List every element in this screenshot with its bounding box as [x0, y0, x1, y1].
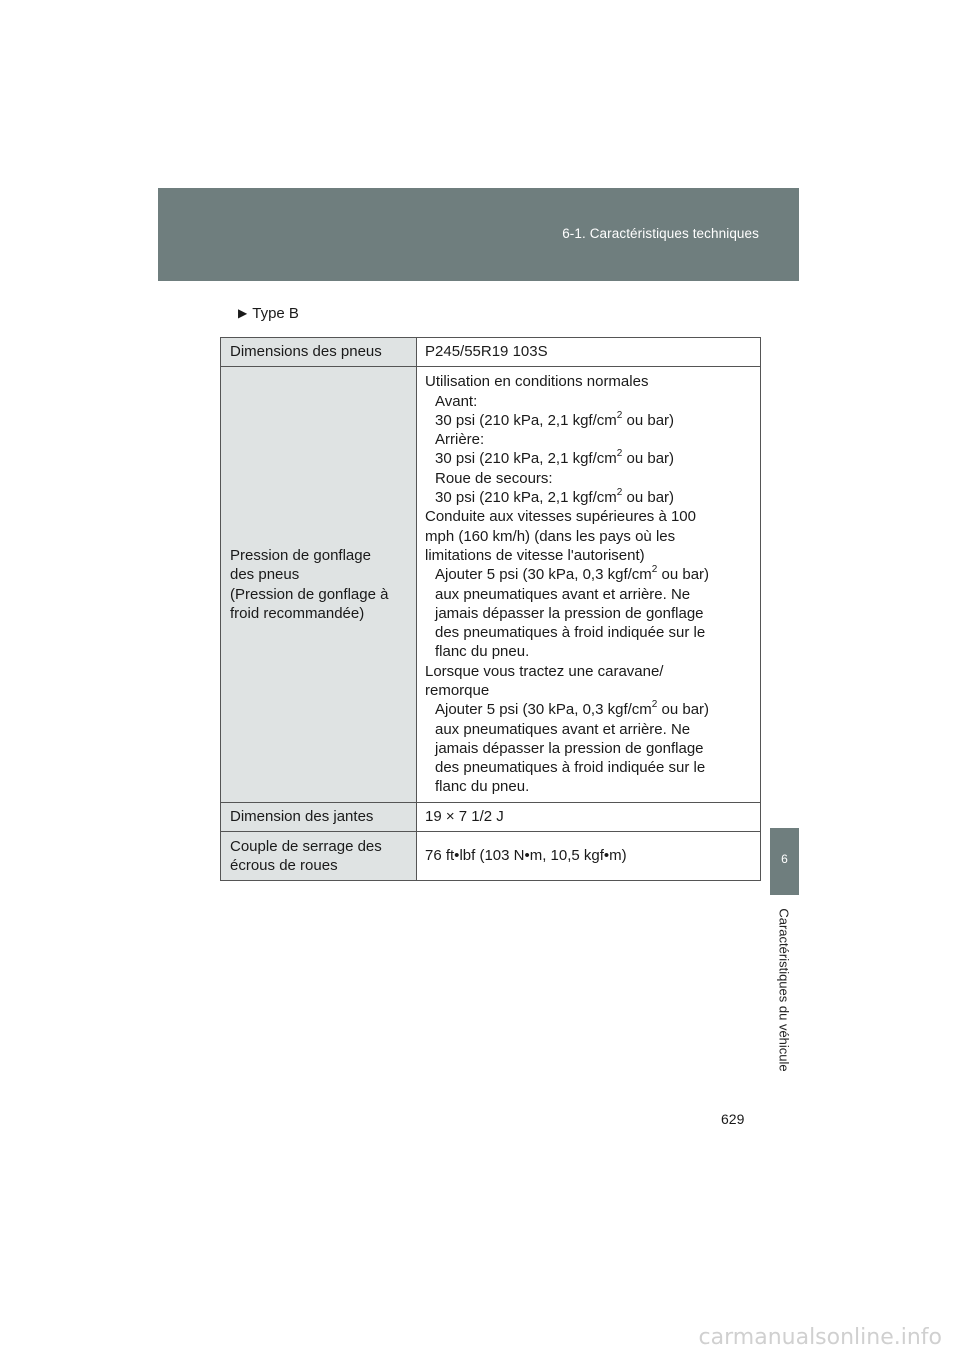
- lug-nut-label: [221, 832, 417, 881]
- section-title: [238, 305, 299, 322]
- high-speed-note-line: flanc du pneu.: [435, 643, 530, 661]
- inflation-label-line: (Pression de gonflage à: [230, 585, 389, 603]
- wheel-size-label: Dimension des jantes: [221, 803, 417, 832]
- high-speed-note-line: jamais dépasser la pression de gonflage: [435, 604, 704, 622]
- towing-note-line: jamais dépasser la pression de gonflage: [435, 739, 704, 757]
- high-speed-title-line: Conduite aux vitesses supérieures à 100: [425, 508, 696, 526]
- table-row: [221, 338, 761, 367]
- inflation-value: [417, 367, 761, 803]
- triangle-right-icon: ▶: [238, 306, 248, 320]
- chapter-number: 6: [781, 852, 788, 866]
- inflation-label: [221, 367, 417, 803]
- section-title-text: Type B: [252, 305, 299, 322]
- chapter-tab: [770, 828, 799, 895]
- page-number: 629: [721, 1111, 745, 1127]
- spare-value: 30 psi (210 kPa, 2,1 kgf/$cm^2$ ou bar): [435, 487, 675, 507]
- tire-size-label: Dimensions des pneus: [221, 338, 417, 367]
- high-speed-note-line: aux pneumatiques avant et arrière. Ne: [435, 585, 691, 603]
- wheel-size-value: 19 × 7 1/2 J: [417, 803, 761, 832]
- high-speed-title-line: limitations de vitesse l'autorisent): [425, 546, 645, 564]
- high-speed-note-line: des pneumatiques à froid indiquée sur le: [435, 624, 706, 642]
- inflation-label-line: Pression de gonflage: [230, 546, 371, 564]
- front-label: Avant:: [435, 392, 478, 410]
- table-row: [221, 367, 761, 803]
- towing-title-line: remorque: [425, 681, 490, 699]
- chapter-header: [158, 188, 799, 281]
- tire-size-value: P245/55R19 103S: [417, 338, 761, 367]
- towing-add-value: Ajouter 5 psi (30 kPa, 0,3 kgf/$cm^2$ ou bar): [435, 699, 710, 719]
- towing-note-line: flanc du pneu.: [435, 778, 530, 796]
- high-speed-add-value: Ajouter 5 psi (30 kPa, 0,3 kgf/$cm^2$ ou bar): [435, 564, 710, 584]
- tire-spec-table: [220, 337, 761, 881]
- section-heading: 6-1. Caractéristiques techniques: [562, 226, 759, 241]
- lug-nut-label-line: Couple de serrage des: [230, 837, 382, 855]
- towing-title-line: Lorsque vous tractez une caravane/: [425, 662, 664, 680]
- chapter-label: Caractéristiques du véhicule: [776, 908, 792, 1072]
- table-row: [221, 803, 761, 832]
- inflation-label-line: froid recommandée): [230, 604, 365, 622]
- lug-nut-value: 76 ft•lbf (103 N•m, 10,5 kgf•m): [417, 832, 761, 881]
- high-speed-title-line: mph (160 km/h) (dans les pays où les: [425, 527, 676, 545]
- rear-label: Arrière:: [435, 431, 485, 449]
- towing-note-line: aux pneumatiques avant et arrière. Ne: [435, 720, 691, 738]
- table-row: [221, 832, 761, 881]
- spare-label: Roue de secours:: [435, 469, 553, 487]
- inflation-label-line: des pneus: [230, 566, 300, 584]
- normal-title: Utilisation en conditions normales: [425, 373, 649, 391]
- towing-note-line: des pneumatiques à froid indiquée sur le: [435, 759, 706, 777]
- front-value: 30 psi (210 kPa, 2,1 kgf/$cm^2$ ou bar): [435, 409, 675, 429]
- rear-value: 30 psi (210 kPa, 2,1 kgf/$cm^2$ ou bar): [435, 448, 675, 468]
- watermark: carmanualsonline.info: [698, 1325, 942, 1350]
- lug-nut-label-line: écrous de roues: [230, 857, 338, 874]
